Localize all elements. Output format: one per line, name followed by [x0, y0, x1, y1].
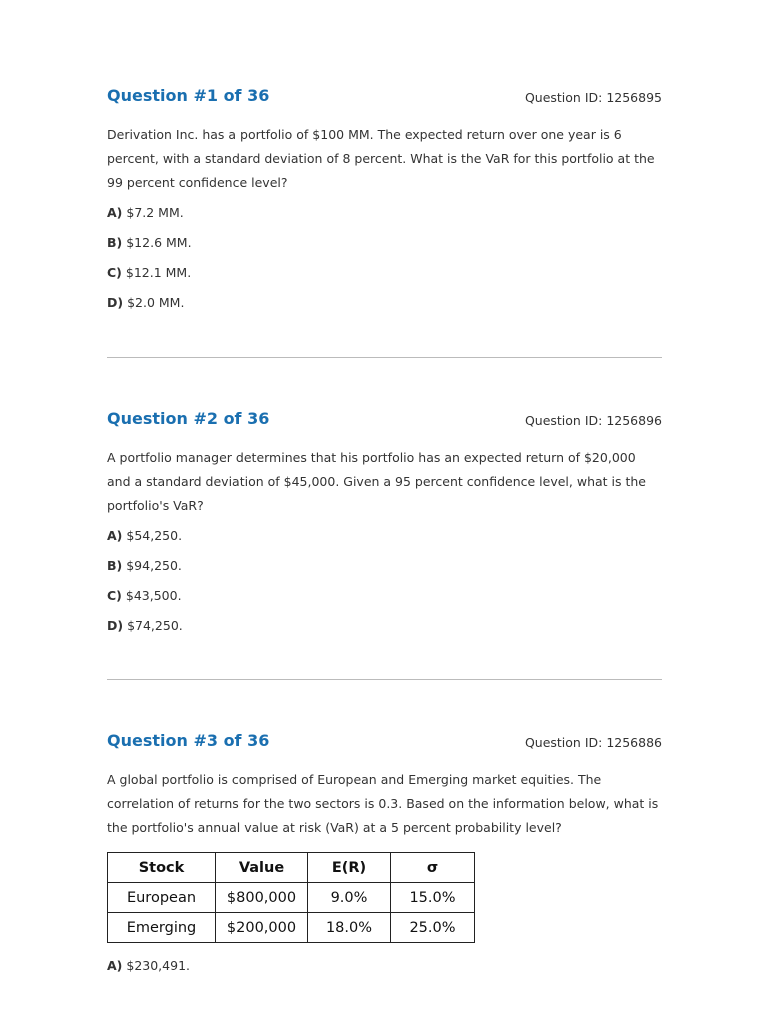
table-row: [108, 913, 475, 943]
table-header-cell: E(R): [308, 853, 391, 883]
answer-option-c[interactable]: [107, 264, 662, 294]
answer-text: $54,250.: [126, 528, 183, 543]
question-divider: [107, 679, 662, 680]
question-title: Question #1 of 36: [107, 86, 270, 105]
answer-option-b[interactable]: [107, 234, 662, 264]
table-header-row: [108, 853, 475, 883]
answer-text: $12.1 MM.: [125, 265, 192, 280]
answer-list: [107, 527, 662, 647]
question-text: Derivation Inc. has a portfolio of $100 MM. The expected return over one year is 6 percent, with a standard deviation of 8 percent. What is the VaR for this portfolio at the 99 percent confidence level?: [107, 127, 655, 190]
answer-option-d[interactable]: [107, 617, 662, 647]
question-2: [107, 409, 662, 647]
table-cell: 15.0%: [391, 883, 475, 913]
answer-option-a[interactable]: [107, 527, 662, 557]
question-text: A portfolio manager determines that his portfolio has an expected return of $20,000 and a standard deviation of $45,000. Given a 95 percent confidence level, what is the portfolio's VaR?: [107, 450, 647, 513]
answer-text: $230,491.: [126, 958, 190, 973]
answer-text: $7.2 MM.: [126, 205, 184, 220]
answer-letter: C): [107, 265, 122, 280]
answer-option-c[interactable]: [107, 587, 662, 617]
table-cell: $800,000: [216, 883, 308, 913]
table-cell: European: [108, 883, 216, 913]
table-cell: 18.0%: [308, 913, 391, 943]
table-row: [108, 883, 475, 913]
answer-text: $74,250.: [127, 618, 183, 633]
question-id: Question ID: 1256896: [524, 413, 662, 428]
question-divider: [107, 357, 662, 358]
portfolio-data-table: [107, 852, 475, 943]
answer-option-a[interactable]: [107, 957, 662, 987]
table-cell: 9.0%: [308, 883, 391, 913]
question-header: [107, 86, 662, 110]
answer-letter: B): [107, 558, 123, 573]
table-header-cell: Stock: [108, 853, 216, 883]
answer-letter: C): [107, 588, 122, 603]
table-cell: Emerging: [108, 913, 216, 943]
answer-letter: A): [107, 958, 123, 973]
answer-letter: D): [107, 618, 124, 633]
table-cell: 25.0%: [391, 913, 475, 943]
question-3: [107, 731, 662, 987]
answer-list: [107, 957, 662, 987]
answer-letter: A): [107, 528, 123, 543]
answer-option-a[interactable]: [107, 204, 662, 234]
table-cell: $200,000: [216, 913, 308, 943]
question-id: Question ID: 1256886: [524, 735, 662, 750]
question-header: [107, 409, 662, 433]
question-1: [107, 86, 662, 324]
answer-text: $2.0 MM.: [127, 295, 185, 310]
question-title: Question #3 of 36: [107, 731, 270, 750]
answer-text: $43,500.: [125, 588, 182, 603]
answer-option-d[interactable]: [107, 294, 662, 324]
table-header-cell: σ: [391, 853, 475, 883]
answer-option-b[interactable]: [107, 557, 662, 587]
question-id: Question ID: 1256895: [524, 90, 662, 105]
answer-text: $12.6 MM.: [126, 235, 192, 250]
answer-letter: A): [107, 205, 123, 220]
question-text: A global portfolio is comprised of European and Emerging market equities. The correlation of returns for the two sectors is 0.3. Based on the information below, what is the portfolio's annual value at risk (VaR) at a 5 percent probability level?: [107, 772, 659, 835]
answer-letter: D): [107, 295, 124, 310]
answer-list: [107, 204, 662, 324]
table-header-cell: Value: [216, 853, 308, 883]
question-title: Question #2 of 36: [107, 409, 270, 428]
answer-letter: B): [107, 235, 123, 250]
question-header: [107, 731, 662, 755]
answer-text: $94,250.: [126, 558, 182, 573]
